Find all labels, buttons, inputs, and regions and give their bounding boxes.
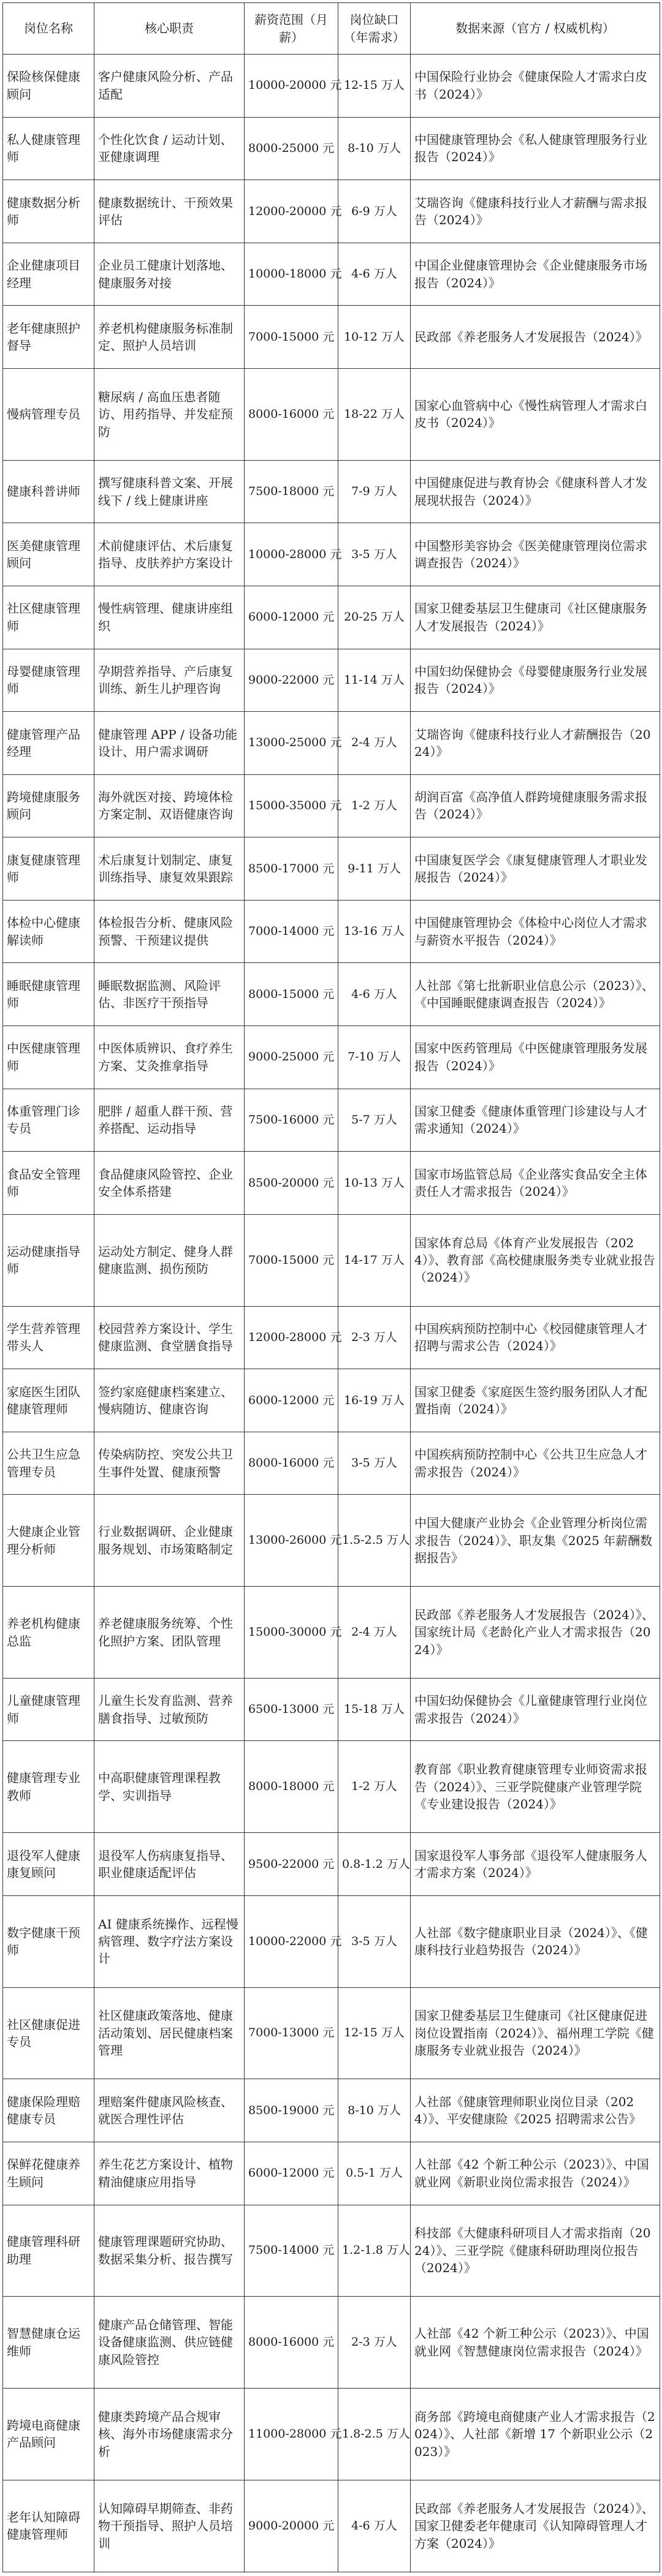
cell-salary-range: 8500-20000 元 [245,1152,338,1215]
cell-data-source: 中国整形美容协会《医美健康管理岗位需求调查报告（2024）》 [411,523,660,586]
header-salary-range: 薪资范围（月薪） [245,3,338,55]
table-row [3,306,660,369]
cell-data-source: 国家退役军人事务部《退役军人健康服务人才需求方案（2024）》 [411,1833,660,1896]
cell-job-title: 公共卫生应急管理专员 [3,1432,94,1495]
cell-core-duties: AI 健康系统操作、远程慢病管理、数字疗法方案设计 [94,1895,245,1987]
cell-data-source: 人社部《42 个新工种公示（2023）》、中国就业网《新职业岗位需求报告（2024）》 [411,2142,660,2205]
cell-job-title: 家庭医生团队健康管理师 [3,1369,94,1432]
cell-job-gap: 0.8-1.2 万人 [338,1833,411,1896]
header-row [3,3,660,55]
table-row [3,586,660,649]
cell-data-source: 艾瑞咨询《健康科技行业人才薪酬报告（2024）》 [411,712,660,775]
cell-job-title: 社区健康管理师 [3,586,94,649]
cell-core-duties: 校园营养方案设计、学生健康监测、食堂膳食指导 [94,1306,245,1369]
cell-job-gap: 4-6 万人 [338,243,411,306]
cell-salary-range: 8000-16000 元 [245,2297,338,2389]
cell-core-duties: 肥胖 / 超重人群干预、营养搭配、运动指导 [94,1089,245,1152]
cell-core-duties: 食品健康风险管控、企业安全体系搭建 [94,1152,245,1215]
cell-salary-range: 8500-19000 元 [245,2079,338,2142]
cell-data-source: 科技部《大健康科研项目人才需求指南（2024）》、三亚学院《健康科研助理岗位报告（2024）》 [411,2205,660,2297]
cell-salary-range: 11000-28000 元 [245,2389,338,2480]
cell-job-gap: 1-2 万人 [338,774,411,837]
cell-core-duties: 个性化饮食 / 运动计划、亚健康调理 [94,117,245,180]
table-row [3,1369,660,1432]
cell-job-gap: 8-10 万人 [338,2079,411,2142]
cell-job-gap: 12-15 万人 [338,55,411,118]
table-header [3,3,660,55]
cell-core-duties: 传染病防控、突发公共卫生事件处置、健康预警 [94,1432,245,1495]
cell-job-title: 跨境健康服务顾问 [3,774,94,837]
cell-core-duties: 健康产品仓储管理、智能设备健康监测、供应链健康风险管控 [94,2297,245,2389]
cell-job-title: 健康管理专业教师 [3,1741,94,1833]
cell-job-title: 健康管理科研助理 [3,2205,94,2297]
cell-core-duties: 运动处方制定、健身人群健康监测、损伤预防 [94,1214,245,1306]
cell-core-duties: 行业数据调研、企业健康服务规划、市场策略制定 [94,1495,245,1587]
cell-data-source: 中国妇幼保健协会《儿童健康管理行业岗位需求报告（2024）》 [411,1678,660,1741]
cell-core-duties: 糖尿病 / 高血压患者随访、用药指导、并发症预防 [94,368,245,460]
cell-salary-range: 8000-16000 元 [245,1432,338,1495]
cell-salary-range: 15000-35000 元 [245,774,338,837]
cell-salary-range: 10000-18000 元 [245,243,338,306]
table-row [3,1214,660,1306]
table-body [3,55,660,2572]
cell-salary-range: 7000-14000 元 [245,900,338,963]
cell-job-title: 食品安全管理师 [3,1152,94,1215]
cell-job-title: 体重管理门诊专员 [3,1089,94,1152]
header-data-source: 数据来源（官方 / 权威机构） [411,3,660,55]
table-row [3,180,660,243]
cell-job-title: 体检中心健康解读师 [3,900,94,963]
cell-salary-range: 12000-20000 元 [245,180,338,243]
cell-salary-range: 7000-13000 元 [245,1987,338,2079]
cell-job-gap: 20-25 万人 [338,586,411,649]
cell-job-title: 老年健康照护督导 [3,306,94,369]
cell-job-gap: 11-14 万人 [338,649,411,712]
cell-data-source: 国家体育总局《体育产业发展报告（2024）》、教育部《高校健康服务类专业就业报告（2024）》 [411,1214,660,1306]
cell-job-gap: 3-5 万人 [338,1895,411,1987]
table-row [3,837,660,901]
cell-job-gap: 15-18 万人 [338,1678,411,1741]
cell-job-gap: 1.8-2.5 万人 [338,2389,411,2480]
table-row [3,1495,660,1587]
cell-salary-range: 15000-30000 元 [245,1587,338,1679]
cell-data-source: 民政部《养老服务人才发展报告（2024）》、国家统计局《老龄化产业人才需求报告（2024）》 [411,1587,660,1679]
table-row [3,55,660,118]
cell-job-title: 健康管理产品经理 [3,712,94,775]
cell-data-source: 中国企业健康管理协会《企业健康服务市场报告（2024）》 [411,243,660,306]
cell-job-title: 学生营养管理带头人 [3,1306,94,1369]
cell-job-title: 中医健康管理师 [3,1026,94,1089]
cell-salary-range: 6500-13000 元 [245,1678,338,1741]
cell-job-title: 睡眠健康管理师 [3,963,94,1026]
cell-salary-range: 9500-22000 元 [245,1833,338,1896]
cell-data-source: 中国保险行业协会《健康保险人才需求白皮书（2024）》 [411,55,660,118]
cell-job-title: 退役军人健康康复顾问 [3,1833,94,1896]
cell-job-gap: 4-6 万人 [338,963,411,1026]
table-row [3,2079,660,2142]
cell-job-title: 大健康企业管理分析师 [3,1495,94,1587]
cell-salary-range: 10000-20000 元 [245,55,338,118]
cell-salary-range: 7500-18000 元 [245,460,338,523]
cell-job-gap: 2-4 万人 [338,712,411,775]
cell-salary-range: 13000-25000 元 [245,712,338,775]
table-row [3,1895,660,1987]
cell-core-duties: 体检报告分析、健康风险预警、干预建议提供 [94,900,245,963]
cell-core-duties: 孕期营养指导、产后康复训练、新生儿护理咨询 [94,649,245,712]
cell-data-source: 中国健康管理协会《体检中心岗位人才需求与薪资水平报告（2024）》 [411,900,660,963]
cell-job-gap: 8-10 万人 [338,117,411,180]
cell-salary-range: 6000-12000 元 [245,2142,338,2205]
header-job-title: 岗位名称 [3,3,94,55]
cell-core-duties: 养生花艺方案设计、植物精油健康应用指导 [94,2142,245,2205]
cell-job-gap: 1.5-2.5 万人 [338,1495,411,1587]
table-row [3,2480,660,2572]
cell-job-title: 跨境电商健康产品顾问 [3,2389,94,2480]
cell-salary-range: 7000-15000 元 [245,306,338,369]
cell-core-duties: 企业员工健康计划落地、健康服务对接 [94,243,245,306]
cell-job-title: 数字健康干预师 [3,1895,94,1987]
cell-job-title: 康复健康管理师 [3,837,94,901]
header-core-duties: 核心职责 [94,3,245,55]
table-row [3,243,660,306]
cell-data-source: 国家卫健委基层卫生健康司《社区健康促进岗位设置指南（2024）》、福州理工学院《健康服务专业就业报告（2024）》 [411,1987,660,2079]
cell-job-gap: 2-4 万人 [338,1587,411,1679]
cell-salary-range: 6000-12000 元 [245,586,338,649]
job-salary-table [2,2,660,2572]
cell-job-title: 私人健康管理师 [3,117,94,180]
cell-core-duties: 睡眠数据监测、风险评估、非医疗干预指导 [94,963,245,1026]
cell-job-gap: 2-3 万人 [338,1306,411,1369]
cell-salary-range: 6000-12000 元 [245,1369,338,1432]
table-row [3,712,660,775]
cell-job-gap: 13-16 万人 [338,900,411,963]
cell-data-source: 国家卫健委基层卫生健康司《社区健康服务人才发展报告（2024）》 [411,586,660,649]
table-row [3,1741,660,1833]
table-row [3,1152,660,1215]
table-row [3,1587,660,1679]
cell-core-duties: 养老机构健康服务标准制定、照护人员培训 [94,306,245,369]
cell-data-source: 国家市场监管总局《企业落实食品安全主体责任人才需求报告（2024）》 [411,1152,660,1215]
table-row [3,2389,660,2480]
cell-data-source: 商务部《跨境电商健康产业人才需求报告（2024）》、人社部《新增 17 个新职业公示（2023）》 [411,2389,660,2480]
table-row [3,1026,660,1089]
cell-job-gap: 12-15 万人 [338,1987,411,2079]
table-row [3,460,660,523]
cell-job-title: 母婴健康管理师 [3,649,94,712]
cell-data-source: 中国健康管理协会《私人健康管理服务行业报告（2024）》 [411,117,660,180]
cell-job-gap: 2-3 万人 [338,2297,411,2389]
cell-core-duties: 术前健康评估、术后康复指导、皮肤养护方案设计 [94,523,245,586]
cell-job-gap: 1.2-1.8 万人 [338,2205,411,2297]
cell-job-gap: 7-9 万人 [338,460,411,523]
cell-core-duties: 海外就医对接、跨境体检方案定制、双语健康咨询 [94,774,245,837]
cell-core-duties: 健康数据统计、干预效果评估 [94,180,245,243]
cell-core-duties: 中高职健康管理课程教学、实训指导 [94,1741,245,1833]
table-row [3,2297,660,2389]
cell-job-gap: 4-6 万人 [338,2480,411,2572]
cell-job-gap: 14-17 万人 [338,1214,411,1306]
cell-core-duties: 社区健康政策落地、健康活动策划、居民健康档案管理 [94,1987,245,2079]
cell-job-gap: 6-9 万人 [338,180,411,243]
cell-salary-range: 7000-15000 元 [245,1214,338,1306]
cell-core-duties: 健康管理课题研究协助、数据采集分析、报告撰写 [94,2205,245,2297]
cell-job-gap: 7-10 万人 [338,1026,411,1089]
table-row [3,963,660,1026]
cell-job-title: 儿童健康管理师 [3,1678,94,1741]
cell-core-duties: 中医体质辨识、食疗养生方案、艾灸推拿指导 [94,1026,245,1089]
cell-job-gap: 1-2 万人 [338,1741,411,1833]
cell-job-gap: 18-22 万人 [338,368,411,460]
cell-job-title: 医美健康管理顾问 [3,523,94,586]
cell-job-gap: 10-12 万人 [338,306,411,369]
cell-salary-range: 8000-25000 元 [245,117,338,180]
cell-data-source: 艾瑞咨询《健康科技行业人才薪酬与需求报告（2024）》 [411,180,660,243]
cell-salary-range: 7500-14000 元 [245,2205,338,2297]
table-row [3,1432,660,1495]
cell-job-gap: 3-5 万人 [338,1432,411,1495]
cell-data-source: 国家卫健委《家庭医生签约服务团队人才配置指南（2024）》 [411,1369,660,1432]
cell-data-source: 中国健康促进与教育协会《健康科普人才发展现状报告（2024）》 [411,460,660,523]
cell-core-duties: 慢性病管理、健康讲座组织 [94,586,245,649]
cell-core-duties: 理赔案件健康风险核查、就医合理性评估 [94,2079,245,2142]
cell-data-source: 国家心血管病中心《慢性病管理人才需求白皮书（2024）》 [411,368,660,460]
cell-data-source: 人社部《第七批新职业信息公示（2023）》、《中国睡眠健康调查报告（2024）》 [411,963,660,1026]
cell-job-title: 老年认知障碍健康管理师 [3,2480,94,2572]
cell-job-title: 健康数据分析师 [3,180,94,243]
table-row [3,1678,660,1741]
cell-data-source: 胡润百富《高净值人群跨境健康服务需求报告（2024）》 [411,774,660,837]
cell-salary-range: 8000-16000 元 [245,368,338,460]
cell-job-gap: 0.5-1 万人 [338,2142,411,2205]
cell-job-gap: 16-19 万人 [338,1369,411,1432]
cell-salary-range: 9000-20000 元 [245,2480,338,2572]
table-row [3,2142,660,2205]
cell-job-title: 慢病管理专员 [3,368,94,460]
table-row [3,774,660,837]
cell-salary-range: 10000-22000 元 [245,1895,338,1987]
cell-data-source: 中国大健康产业协会《企业管理分析岗位需求报告（2024）》、职友集《2025 年薪酬数据报告》 [411,1495,660,1587]
cell-job-title: 运动健康指导师 [3,1214,94,1306]
cell-data-source: 中国疾病预防控制中心《公共卫生应急人才需求报告（2024）》 [411,1432,660,1495]
cell-job-title: 保鲜花健康养生顾问 [3,2142,94,2205]
table-row [3,1089,660,1152]
table-row [3,1833,660,1896]
table-row [3,1987,660,2079]
cell-job-title: 保险核保健康顾问 [3,55,94,118]
table-row [3,900,660,963]
cell-core-duties: 术后康复计划制定、康复训练指导、康复效果跟踪 [94,837,245,901]
cell-salary-range: 8000-18000 元 [245,1741,338,1833]
cell-core-duties: 退役军人伤病康复指导、职业健康适配评估 [94,1833,245,1896]
cell-salary-range: 10000-28000 元 [245,523,338,586]
cell-core-duties: 认知障碍早期筛查、非药物干预指导、照护人员培训 [94,2480,245,2572]
cell-job-title: 健康科普讲师 [3,460,94,523]
cell-salary-range: 9000-22000 元 [245,649,338,712]
cell-data-source: 中国康复医学会《康复健康管理人才职业发展报告（2024）》 [411,837,660,901]
cell-core-duties: 客户健康风险分析、产品适配 [94,55,245,118]
cell-job-gap: 5-7 万人 [338,1089,411,1152]
header-job-gap: 岗位缺口（年需求） [338,3,411,55]
cell-data-source: 人社部《数字健康职业目录（2024）》、《健康科技行业趋势报告（2024）》 [411,1895,660,1987]
cell-job-gap: 3-5 万人 [338,523,411,586]
cell-job-title: 养老机构健康总监 [3,1587,94,1679]
cell-data-source: 国家卫健委《健康体重管理门诊建设与人才需求通知（2024）》 [411,1089,660,1152]
cell-core-duties: 儿童生长发育监测、营养膳食指导、过敏预防 [94,1678,245,1741]
cell-job-title: 企业健康项目经理 [3,243,94,306]
cell-job-title: 智慧健康仓运维师 [3,2297,94,2389]
cell-core-duties: 签约家庭健康档案建立、慢病随访、健康咨询 [94,1369,245,1432]
cell-data-source: 国家中医药管理局《中医健康管理服务发展报告（2024）》 [411,1026,660,1089]
cell-job-title: 健康保险理赔健康专员 [3,2079,94,2142]
cell-core-duties: 健康管理 APP / 设备功能设计、用户需求调研 [94,712,245,775]
cell-salary-range: 12000-28000 元 [245,1306,338,1369]
cell-job-gap: 9-11 万人 [338,837,411,901]
cell-core-duties: 养老健康服务统筹、个性化照护方案、团队管理 [94,1587,245,1679]
table-row [3,117,660,180]
table-row [3,649,660,712]
cell-data-source: 中国疾病预防控制中心《校园健康管理人才招聘与需求公告（2024）》 [411,1306,660,1369]
table-row [3,368,660,460]
cell-data-source: 民政部《养老服务人才发展报告（2024）》 [411,306,660,369]
cell-salary-range: 7500-16000 元 [245,1089,338,1152]
table-row [3,1306,660,1369]
cell-data-source: 民政部《养老服务人才发展报告（2024）》、国家卫健委老年健康司《认知障碍管理人才方案（2024）》 [411,2480,660,2572]
cell-core-duties: 撰写健康科普文案、开展线下 / 线上健康讲座 [94,460,245,523]
cell-data-source: 教育部《职业教育健康管理专业师资需求报告（2024）》、三亚学院健康产业管理学院《专业建设报告（2024）》 [411,1741,660,1833]
cell-data-source: 中国妇幼保健协会《母婴健康服务行业发展报告（2024）》 [411,649,660,712]
cell-salary-range: 13000-26000 元 [245,1495,338,1587]
table-row [3,523,660,586]
cell-data-source: 人社部《42 个新工种公示（2023）》、中国就业网《智慧健康岗位需求报告（2024）》 [411,2297,660,2389]
cell-job-gap: 10-13 万人 [338,1152,411,1215]
cell-data-source: 人社部《健康管理师职业岗位目录（2024）》、平安健康险《2025 招聘需求公告》 [411,2079,660,2142]
cell-salary-range: 8000-15000 元 [245,963,338,1026]
table-row [3,2205,660,2297]
cell-core-duties: 健康类跨境产品合规审核、海外市场健康需求分析 [94,2389,245,2480]
cell-salary-range: 9000-25000 元 [245,1026,338,1089]
cell-salary-range: 8500-17000 元 [245,837,338,901]
cell-job-title: 社区健康促进专员 [3,1987,94,2079]
